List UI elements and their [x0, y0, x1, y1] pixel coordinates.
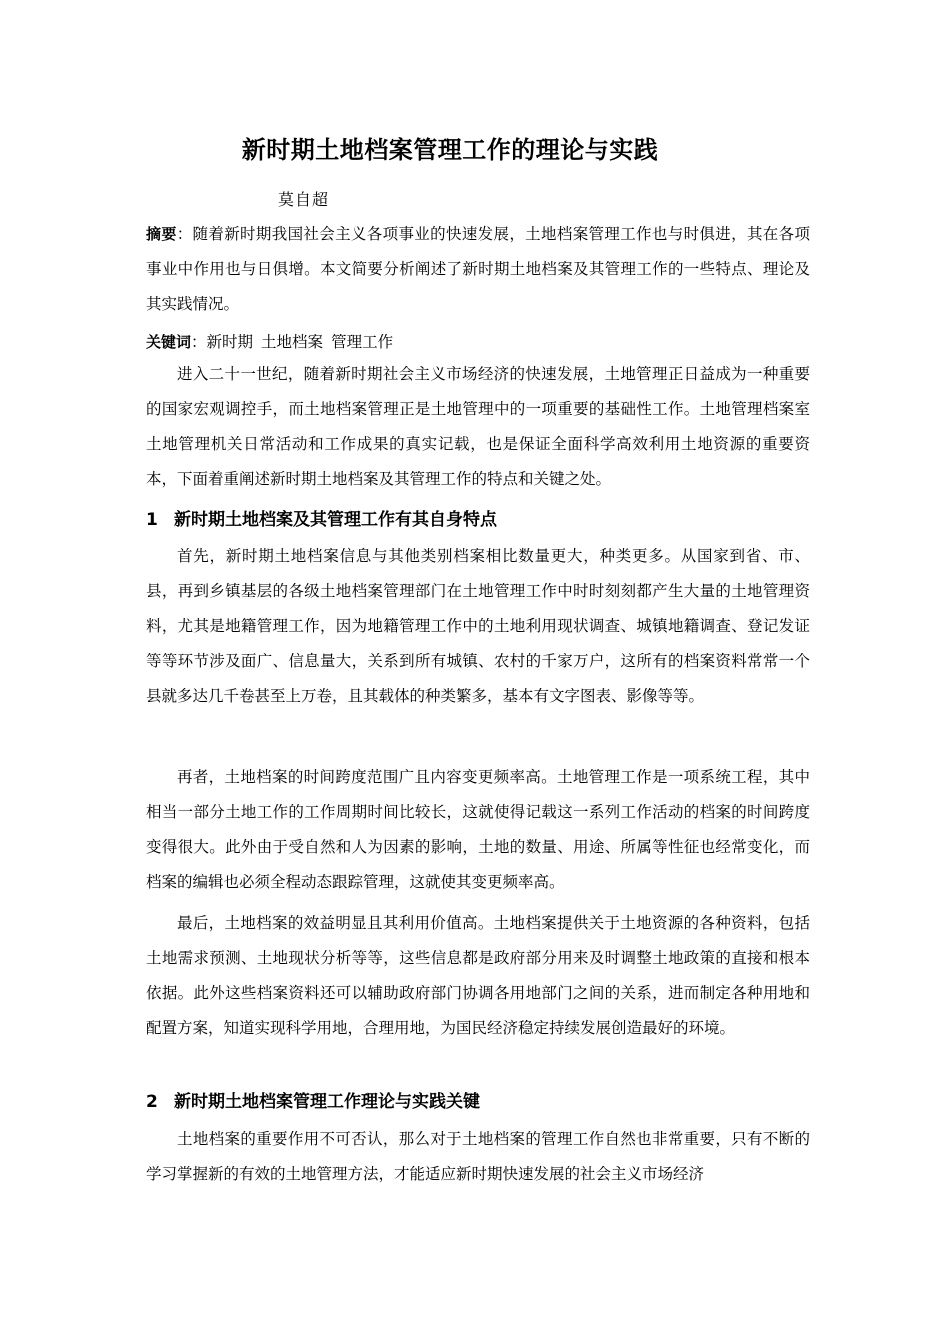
section-1-title: 新时期土地档案及其管理工作有其自身特点: [174, 510, 497, 530]
keywords-colon: ：: [191, 333, 207, 351]
section-2-title: 新时期土地档案管理工作理论与实践关键: [174, 1092, 480, 1112]
section-1-number: 1: [146, 510, 158, 530]
section-1-heading: [146, 505, 810, 535]
document-title: 新时期土地档案管理工作的理论与实践: [241, 136, 659, 164]
keyword-item: 管理工作: [331, 333, 394, 351]
document-author: 莫自超: [278, 190, 330, 209]
section-2-heading: [146, 1087, 810, 1117]
section-1-paragraph: 再者，土地档案的时间跨度范围广且内容变更频率高。土地管理工作是一项系统工程，其中相当一部分土地工作的工作周期时间比较长，这就使得记载这一系列工作活动的档案的时间跨度变得很大。此外由于受自然和人为因素的影响，土地的数量、用途、所属等性征也经常变化，而档案的编辑也必须全程动态跟踪管理，这就使其变更频率高。: [146, 768, 810, 891]
keyword-item: 新时期: [206, 333, 254, 351]
abstract-label: 摘要: [146, 225, 177, 243]
section-1-paragraph: 最后，土地档案的效益明显且其利用价值高。土地档案提供关于土地资源的各种资料，包括土地需求预测、土地现状分析等等，这些信息都是政府部分用来及时调整土地政策的直接和根本依据。此外这些档案资料还可以辅助政府部门协调各用地部门之间的关系，进而制定各种用地和配置方案，知道实现科学用地，合理用地，为国民经济稳定持续发展创造最好的环境。: [146, 914, 810, 1037]
abstract-text: 随着新时期我国社会主义各项事业的快速发展，土地档案管理工作也与时俱进，其在各项事业中作用也与日俱增。本文简要分析阐述了新时期土地档案及其管理工作的一些特点、理论及其实践情况。: [146, 225, 810, 313]
abstract-block: [146, 217, 810, 322]
section-2-paragraph: 土地档案的重要作用不可否认，那么对于土地档案的管理工作自然也非常重要，只有不断的学习掌握新的有效的土地管理方法，才能适应新时期快速发展的社会主义市场经济: [146, 1130, 810, 1183]
keyword-item: 土地档案: [261, 333, 324, 351]
intro-paragraph: 进入二十一世纪，随着新时期社会主义市场经济的快速发展，土地管理正日益成为一种重要的国家宏观调控手，而土地档案管理正是土地管理中的一项重要的基础性工作。土地管理档案室土地管理机关日常活动和工作成果的真实记载，也是保证全面科学高效利用土地资源的重要资本，下面着重阐述新时期土地档案及其管理工作的特点和关键之处。: [146, 365, 810, 488]
section-2-number: 2: [146, 1092, 158, 1112]
abstract-colon: ：: [176, 225, 193, 243]
keywords-label: 关键词: [146, 333, 192, 351]
keywords-block: [146, 325, 810, 360]
section-1-paragraph: 首先，新时期土地档案信息与其他类别档案相比数量更大，种类更多。从国家到省、市、县，再到乡镇基层的各级土地档案管理部门在土地管理工作中时时刻刻都产生大量的土地管理资料，尤其是地籍管理工作，因为地籍管理工作中的土地利用现状调查、城镇地籍调查、登记发证等等环节涉及面广、信息量大，关系到所有城镇、农村的千家万户，这所有的档案资料常常一个县就多达几千卷甚至上万卷，且其载体的种类繁多，基本有文字图表、影像等等。: [146, 547, 810, 705]
